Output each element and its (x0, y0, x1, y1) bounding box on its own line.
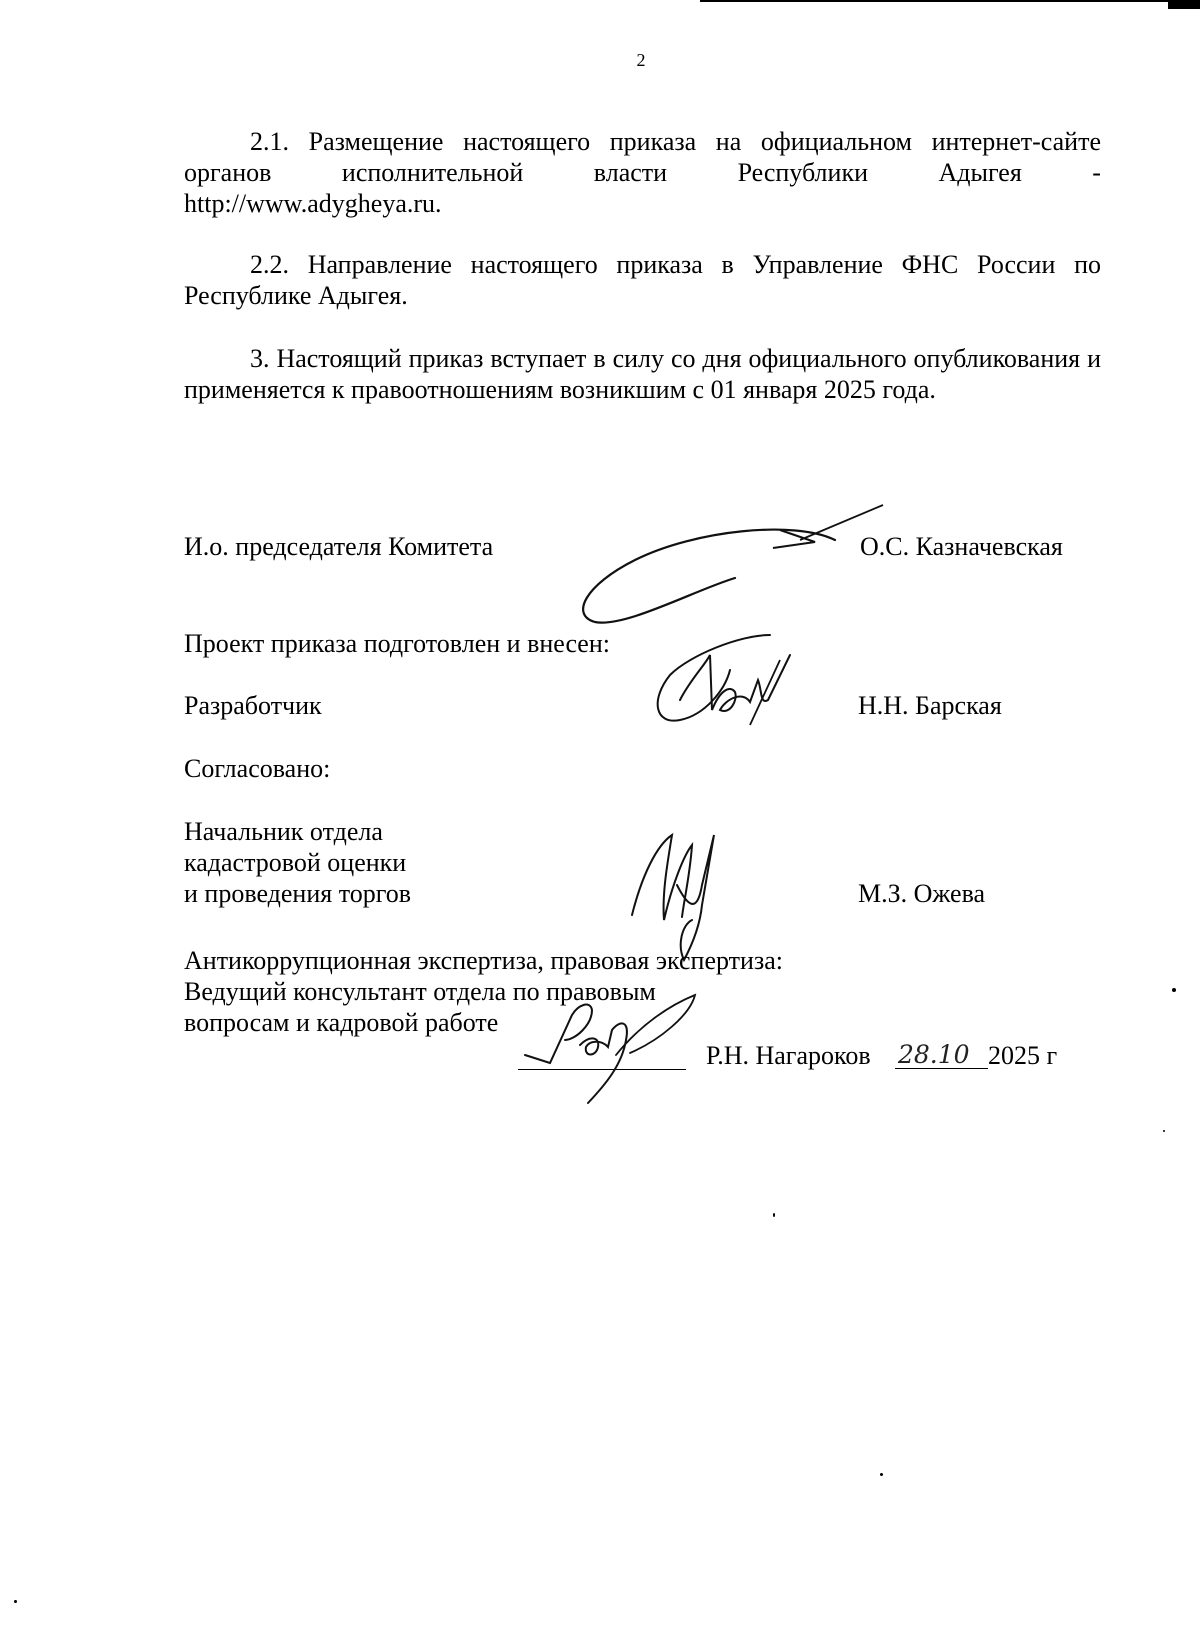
scan-speck (14, 1600, 17, 1603)
paragraph-2-1-line-1: 2.1. Размещение настоящего приказа на официальном интернет-сайте (250, 127, 1101, 156)
chairman-name: О.С. Казначевская (860, 532, 1063, 561)
scan-edge-line (700, 0, 1200, 2)
page-number: 2 (636, 50, 646, 70)
chairman-signature (575, 500, 895, 630)
date-year: 2025 г (988, 1041, 1058, 1070)
scan-speck (1163, 1130, 1165, 1132)
scan-speck (773, 1213, 775, 1217)
expertise-line-2: Ведущий консультант отдела по правовым (184, 977, 656, 1006)
handwritten-date: 28.10 (898, 1040, 970, 1069)
lawyer-name: Р.Н. Нагароков (706, 1041, 871, 1070)
scan-speck (1172, 988, 1176, 992)
developer-title: Разработчик (184, 691, 322, 720)
expertise-line-3: вопросам и кадровой работе (184, 1008, 499, 1037)
scan-speck (880, 1473, 883, 1476)
developer-signature (650, 630, 810, 740)
head-title-line-3: и проведения торгов (184, 879, 412, 908)
head-signature (622, 825, 742, 965)
developer-name: Н.Н. Барская (858, 691, 1002, 720)
paragraph-2-1-line-3: http://www.adygheya.ru. (184, 189, 442, 218)
word: - (1092, 158, 1101, 187)
prepared-by-label: Проект приказа подготовлен и внесен: (184, 629, 610, 658)
paragraph-3: 3. Настоящий приказ вступает в силу со дня официального опубликования и применяется к правоотношениям возникшим с 01 января 2025 года. (184, 344, 1101, 404)
word: органов (184, 158, 272, 187)
paragraph-2-2: 2.2. Направление настоящего приказа в Управление ФНС России по Республике Адыгея. (184, 250, 1101, 310)
date-underline (895, 1068, 988, 1069)
scan-edge-mark (1168, 0, 1200, 9)
chairman-title: И.о. председателя Комитета (184, 532, 494, 561)
agreed-label: Согласовано: (184, 754, 331, 783)
word: власти (593, 158, 668, 187)
paragraph-2-1-line-2 (184, 157, 1101, 188)
lawyer-signature (520, 985, 710, 1105)
head-name: М.З. Ожева (858, 879, 986, 908)
word: Адыгея (938, 158, 1022, 187)
head-title-line-2: кадастровой оценки (184, 848, 407, 877)
expertise-line-1: Антикоррупционная экспертиза, правовая экспертиза: (184, 946, 783, 975)
head-title-line-1: Начальник отдела (184, 817, 383, 846)
word: Республики (737, 158, 868, 187)
word: исполнительной (341, 158, 524, 187)
